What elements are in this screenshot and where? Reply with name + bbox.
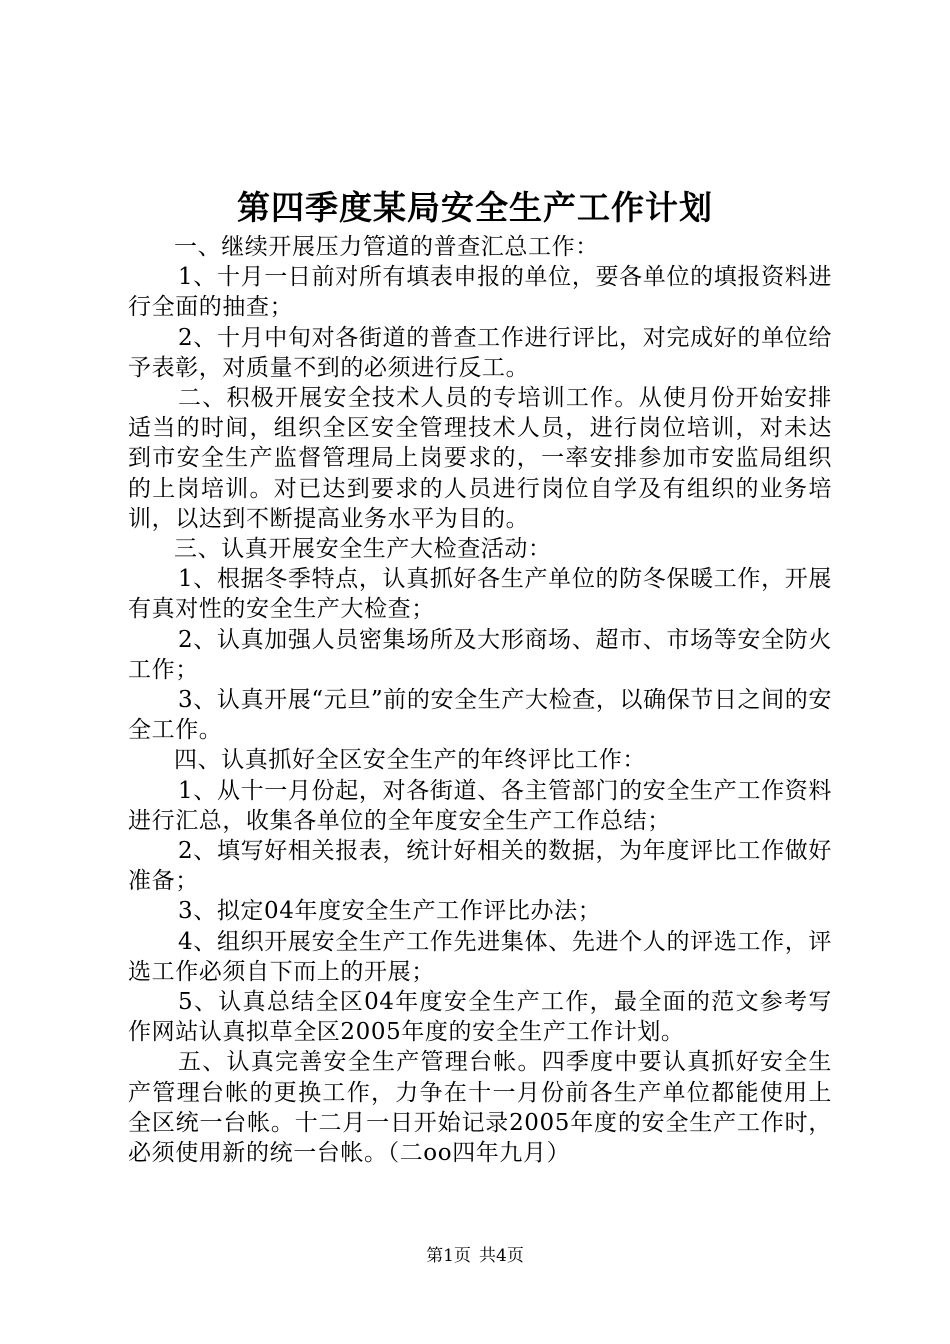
list-item: 2、认真加强人员密集场所及大形商场、超市、市场等安全防火工作；: [128, 626, 832, 683]
page-total: 共4页: [479, 1246, 524, 1266]
page-number: 第1页: [426, 1246, 471, 1266]
section-heading-5: 五、认真完善安全生产管理台帐。四季度中要认真抓好安全生产管理台帐的更换工作，力争在十一月份前各生产单位都能使用上全区统一台帐。十二月一日开始记录2005年度的安全生产工作时，必须使用新的统一台帐。（二oo四年九月）: [128, 1049, 832, 1167]
list-item: 4、组织开展安全生产工作先进集体、先进个人的评选工作，评选工作必须自下而上的开展；: [128, 928, 832, 985]
list-item: 3、拟定04年度安全生产工作评比办法；: [178, 898, 602, 925]
section-heading-1: 一、继续开展压力管道的普查汇总工作：: [174, 234, 599, 260]
list-item: 2、填写好相关报表，统计好相关的数据，为年度评比工作做好准备；: [128, 838, 832, 895]
list-item: 1、从十一月份起，对各街道、各主管部门的安全生产工作资料进行汇总，收集各单位的全年度安全生产工作总结；: [128, 777, 832, 834]
document-body: [128, 232, 832, 1168]
list-item: 1、十月一日前对所有填表申报的单位，要各单位的填报资料进行全面的抽查；: [128, 264, 832, 321]
list-item: 3、认真开展“元旦”前的安全生产大检查，以确保节日之间的安全工作。: [128, 687, 832, 744]
section-heading-4: 四、认真抓好全区安全生产的年终评比工作：: [174, 747, 646, 774]
list-item: 2、十月中旬对各街道的普查工作进行评比，对完成好的单位给予表彰，对质量不到的必须进行反工。: [128, 324, 832, 381]
document-title: 第四季度某局安全生产工作计划: [237, 188, 713, 227]
list-item: 1、根据冬季特点，认真抓好各生产单位的防冬保暖工作，开展有真对性的安全生产大检查；: [128, 566, 832, 623]
section-heading-2: 二、积极开展安全技术人员的专培训工作。从使月份开始安排适当的时间，组织全区安全管理技术人员，进行岗位培训，对未达到市安全生产监督管理局上岗要求的，一率安排参加市安监局组织的上岗培训。对已达到要求的人员进行岗位自学及有组织的业务培训，以达到不断提高业务水平为目的。: [128, 385, 832, 532]
page-footer: [0, 1244, 950, 1268]
section-heading-3: 三、认真开展安全生产大检查活动：: [174, 536, 552, 563]
list-item: 5、认真总结全区04年度安全生产工作，最全面的范文参考写作网站认真拟草全区2005年度的安全生产工作计划。: [128, 989, 832, 1046]
